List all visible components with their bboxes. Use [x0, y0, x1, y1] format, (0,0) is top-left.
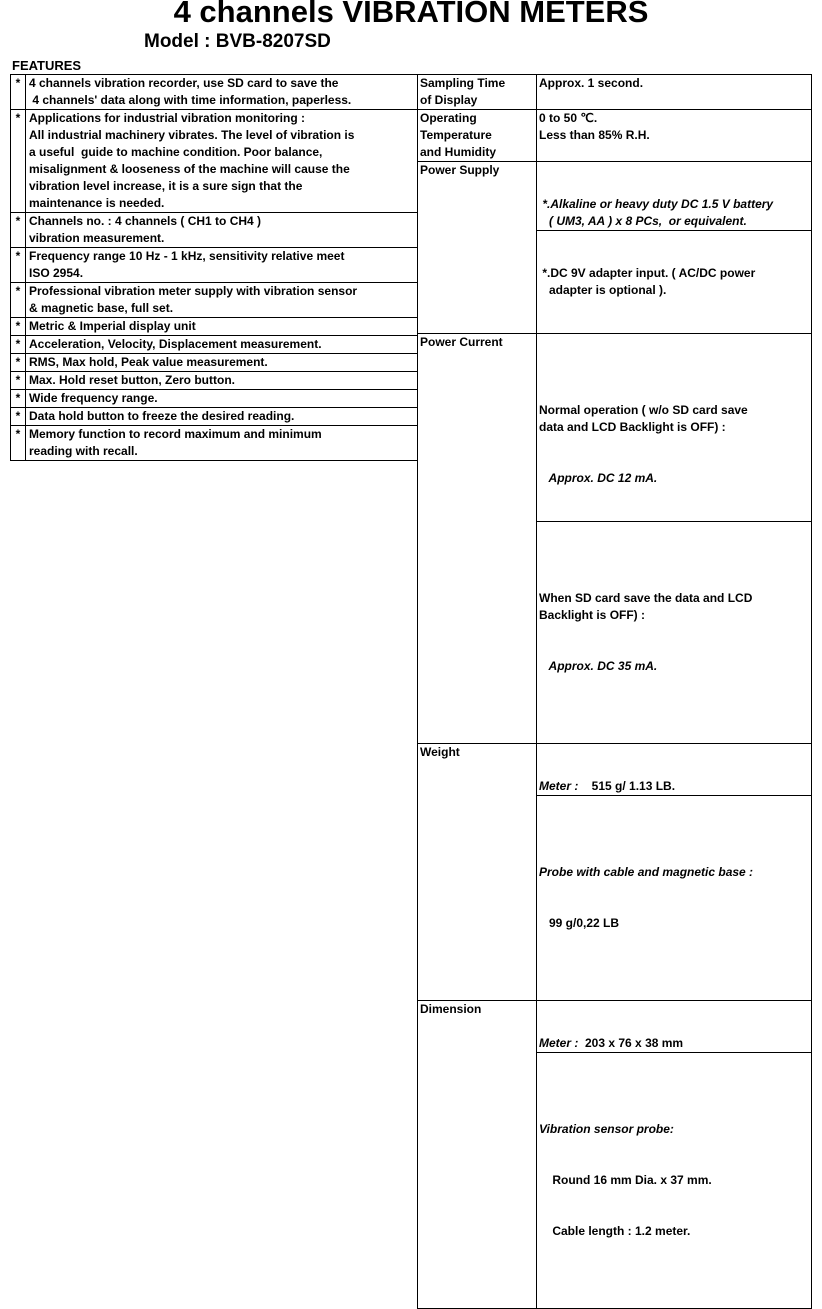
feature-text: Max. Hold reset button, Zero button. — [29, 373, 235, 387]
meter-weight-value: 515 g/ 1.13 LB. — [578, 779, 676, 793]
spec-value: 0 to 50 ℃. Less than 85% R.H. — [539, 111, 650, 142]
spec-row-power-supply — [418, 162, 811, 334]
bullet-star: * — [11, 248, 26, 282]
spec-value — [537, 162, 811, 333]
feature-text: Frequency range 10 Hz - 1 kHz, sensitivity relative meet ISO 2954. — [29, 249, 345, 280]
feature-text: Metric & Imperial display unit — [29, 319, 196, 333]
feature-item — [11, 318, 417, 336]
bullet-star: * — [11, 213, 26, 247]
meter-dimension-label: Meter : — [539, 1036, 579, 1050]
feature-item — [11, 408, 417, 426]
meter-weight — [537, 778, 811, 796]
bullet-star: * — [11, 318, 26, 335]
feature-text: Data hold button to freeze the desired reading. — [29, 409, 295, 423]
feature-item — [11, 213, 417, 248]
bullet-star: * — [11, 336, 26, 353]
bullet-star: * — [11, 408, 26, 425]
bullet-star: * — [11, 75, 26, 109]
feature-item — [11, 390, 417, 408]
page-title: 4 channels VIBRATION METERS — [173, 0, 649, 29]
spec-label: Weight — [418, 744, 537, 1000]
bullet-star: * — [11, 110, 26, 212]
spec-row-power-current — [418, 334, 811, 744]
feature-item — [11, 110, 417, 213]
feature-text: Wide frequency range. — [29, 391, 158, 405]
spec-label: Sampling Time of Display — [418, 75, 537, 109]
feature-item — [11, 372, 417, 390]
meter-weight-label: Meter : — [539, 779, 579, 793]
bullet-star: * — [11, 426, 26, 460]
feature-item — [11, 283, 417, 318]
battery-option: *.Alkaline or heavy duty DC 1.5 V battery ( UM3, AA ) x 8 PCs, or equivalent. — [537, 196, 811, 231]
feature-text: 4 channels vibration recorder, use SD card to save the 4 channels' data along with time information, paperless. — [29, 76, 352, 107]
probe-weight — [537, 830, 811, 966]
model-number: Model : BVB-8207SD — [144, 31, 331, 52]
feature-item — [11, 336, 417, 354]
feature-item — [11, 248, 417, 283]
feature-item — [11, 426, 417, 460]
spec-row-dimension — [418, 1001, 811, 1308]
sd-save-desc: When SD card save the data and LCD Backlight is OFF) : — [539, 591, 753, 622]
bullet-star: * — [11, 283, 26, 317]
spec-label: Dimension — [418, 1001, 537, 1308]
features-heading: FEATURES — [12, 58, 82, 73]
bullet-star: * — [11, 390, 26, 407]
probe-weight-label: Probe with cable and magnetic base : — [539, 865, 754, 879]
feature-text: Professional vibration meter supply with vibration sensor & magnetic base, full set. — [29, 284, 358, 315]
probe-cable-length: Cable length : 1.2 meter. — [539, 1224, 691, 1238]
feature-text: Acceleration, Velocity, Displacement measurement. — [29, 337, 322, 351]
bullet-star: * — [11, 354, 26, 371]
spec-value — [537, 744, 811, 1000]
adapter-option: *.DC 9V adapter input. ( AC/DC power adapter is optional ). — [542, 266, 756, 297]
spec-label: Power Current — [418, 334, 537, 743]
spec-label: Operating Temperature and Humidity — [418, 110, 537, 161]
probe-dimension — [537, 1087, 811, 1274]
specifications-table — [417, 74, 812, 1309]
feature-item — [11, 354, 417, 372]
normal-operation-desc: Normal operation ( w/o SD card save data and LCD Backlight is OFF) : — [539, 403, 748, 434]
normal-operation-current — [537, 368, 811, 522]
feature-item — [11, 75, 417, 110]
probe-size: Round 16 mm Dia. x 37 mm. — [539, 1173, 712, 1187]
feature-text: Memory function to record maximum and minimum reading with recall. — [29, 427, 322, 458]
features-table — [10, 74, 418, 461]
spec-label: Power Supply — [418, 162, 537, 333]
feature-text: RMS, Max hold, Peak value measurement. — [29, 355, 268, 369]
sd-save-current — [537, 556, 811, 709]
probe-dimension-label: Vibration sensor probe: — [539, 1122, 674, 1136]
meter-dimension — [537, 1035, 811, 1053]
feature-text: Channels no. : 4 channels ( CH1 to CH4 ) vibration measurement. — [29, 214, 262, 245]
bullet-star: * — [11, 372, 26, 389]
sd-save-value: Approx. DC 35 mA. — [539, 659, 658, 673]
feature-text: Applications for industrial vibration monitoring : All industrial machinery vibrates. The level of vibration is a useful guide to machine condition. Poor balance, misalignment & looseness of the machine will cause the vibration level increase, it is a sure sign that the maintenance is needed. — [29, 111, 355, 210]
spec-row-weight — [418, 744, 811, 1001]
spec-row-operating — [418, 110, 811, 162]
normal-operation-value: Approx. DC 12 mA. — [539, 471, 658, 485]
spec-value — [537, 334, 811, 743]
probe-weight-value: 99 g/0,22 LB — [539, 916, 620, 930]
spec-value — [537, 1001, 811, 1308]
spec-value: Approx. 1 second. — [539, 76, 644, 90]
meter-dimension-value: 203 x 76 x 38 mm — [578, 1036, 684, 1050]
spec-row-sampling — [418, 75, 811, 110]
